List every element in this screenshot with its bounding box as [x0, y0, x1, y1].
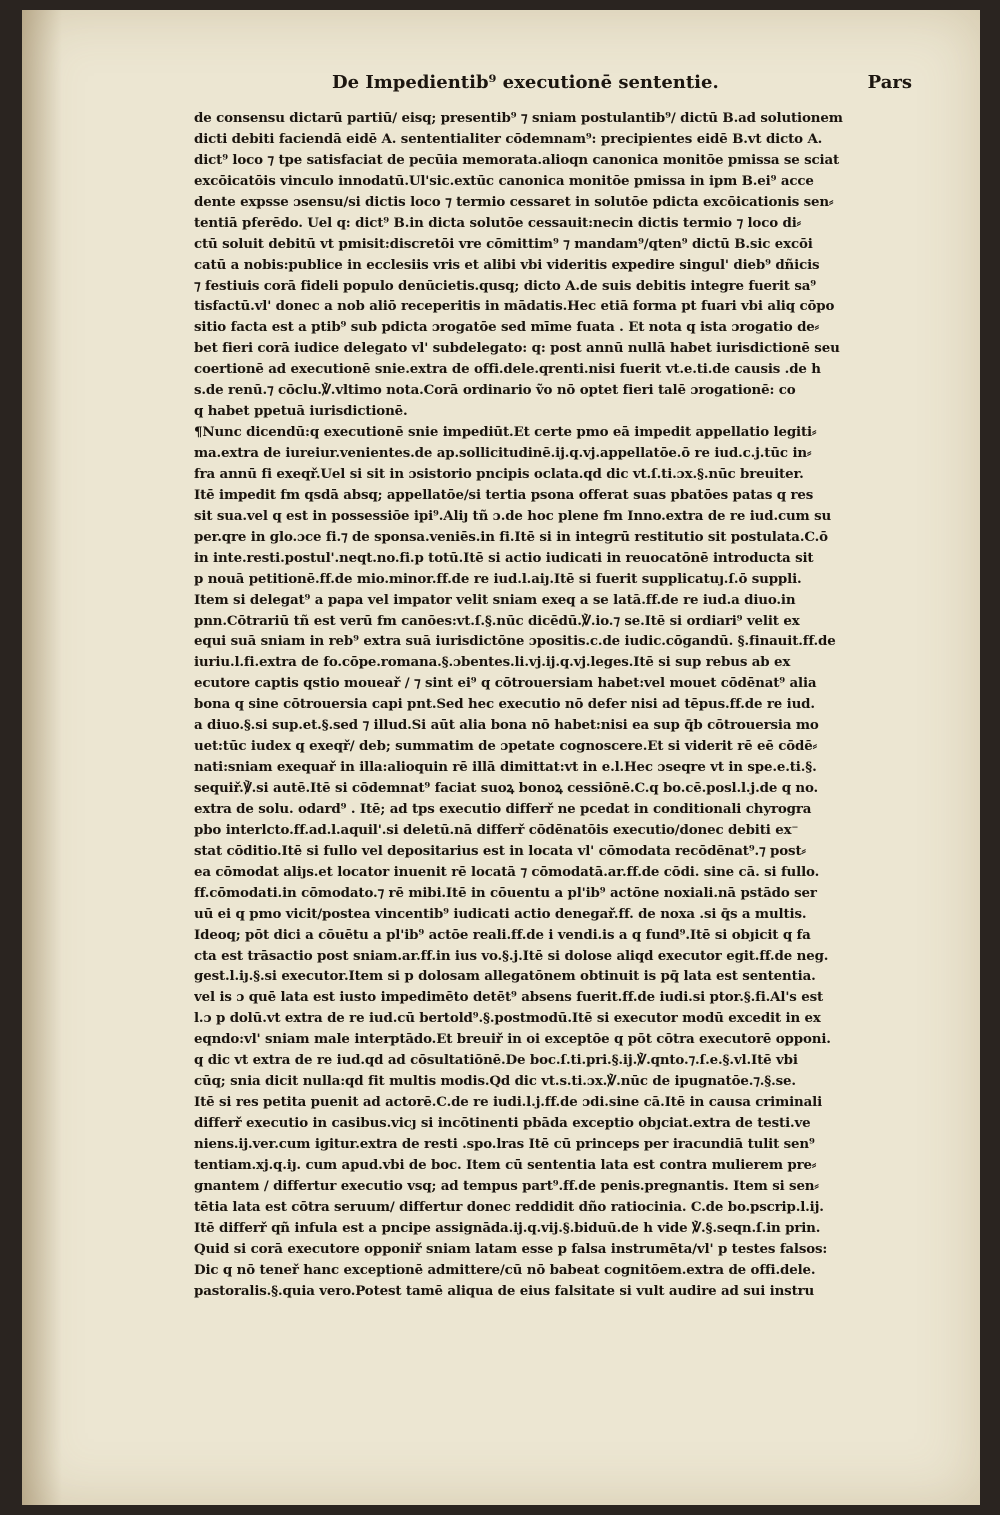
body-text-column: [194, 108, 924, 1301]
text-line: q habet ppetuā iurisdictionē.: [194, 403, 408, 420]
text-line: s.de renū.⁊ cōclu.℣.vltimo nota.Corā ordinario ṽo nō optet fieri talē ɔrogationē: co: [194, 382, 796, 399]
text-line: pnn.Cōtrariū tñ est verū fm canōes:vt.ſ.§.nūc dicēdū.℣.io.⁊ se.Itē si ordiari⁹ velit ex: [194, 612, 800, 629]
text-line: l.ɔ p dolū.vt extra de re iud.cū bertold⁹.§.postmodū.Itē si executor modū excedit in ex: [194, 1010, 821, 1027]
text-line: tētia lata est cōtra seruum/ differtur donec reddidit dño ratiocinia. C.de bo.pscrip.l.ij.: [194, 1198, 824, 1215]
text-line: cūq; snia dicit nulla:qd fit multis modis.Qd dic vt.s.ti.ɔx.℣.nūc de ipugnatōe.⁊.§.se.: [194, 1073, 796, 1090]
text-line: ⁊ festiuis corā fideli populo denūcietis.qusq; dicto A.de suis debitis integre fuerit sa⁹: [194, 277, 816, 294]
text-line: a diuo.§.si sup.et.§.sed ⁊ illud.Si aūt alia bona nō habet:nisi ea sup q̄b cōtrouersia mo: [194, 717, 819, 734]
page-gutter-shadow: [22, 10, 62, 1505]
text-line: dicti debiti faciendā eidē A. sententialiter cōdemnam⁹: precipientes eidē B.vt dicto A.: [194, 130, 823, 147]
text-line: per.qre in glo.ɔce fi.⁊ de sponsa.veniēs.in fi.Itē si in integrū restitutio sit postulata.C.ō: [194, 528, 828, 545]
text-line: sitio facta est a ptib⁹ sub pdicta ɔrogatōe sed mīme fuata . Et nota q ista ɔrogatio de⸗: [194, 319, 819, 336]
text-line: p nouā petitionē.ff.de mio.minor.ff.de re iud.l.aiȷ.Itē si fuerit supplicatuȷ.ſ.ō suppli.: [194, 570, 802, 587]
text-line: Item si delegat⁹ a papa vel impator velit sniam exeq a se latā.ff.de re iud.a diuo.in: [194, 591, 796, 608]
text-line: gest.l.iȷ.§.si executor.Item si p dolosam allegatōnem obtinuit is pq̄ lata est sententia.: [194, 968, 816, 985]
text-line: Dic q nō teneř hanc exceptionē admittere/cū nō babeat cognitōem.extra de offi.dele.: [194, 1261, 816, 1278]
text-line: uet:tūc iudex q exeqř/ deb; summatim de ɔpetate cognoscere.Et si viderit rē eē cōdē⸗: [194, 738, 817, 755]
text-line: differř executio in casibus.vicȷ si incōtinenti pbāda exceptio obȷciat.extra de testi.ve: [194, 1115, 811, 1131]
text-line: catū a nobis:publice in ecclesiis vris et alibi vbi videritis expedire singul' dieb⁹ dñicis: [194, 256, 820, 273]
text-line: vel is ɔ quē lata est iusto impedimēto detēt⁹ absens fuerit.ff.de iudi.si ptor.§.fi.Al's est: [194, 989, 823, 1006]
text-line: pastoralis.§.quia vero.Potest tamē aliqua de eius falsitate si vult audire ad sui instru: [194, 1282, 815, 1299]
text-line: tisfactū.vl' donec a nob aliō receperitis in mādatis.Hec etiā forma pt fuari vbi aliq cōpo: [194, 298, 835, 315]
text-line: ctū soluit debitū vt pmisit:discretōi vre cōmittim⁹ ⁊ mandam⁹/qten⁹ dictū B.sic excōi: [194, 235, 813, 252]
text-line: Itē impedit fm qsdā absq; appellatōe/si tertia psona offerat suas pbatōes patas q res: [194, 486, 814, 503]
text-line: niens.ij.ver.cum igitur.extra de resti .spo.lras Itē cū princeps per iracundiā tulit sen⁹: [194, 1135, 815, 1152]
text-line: Itē differř qñ infula est a pncipe assignāda.ij.q.vij.§.biduū.de h vide ℣.§.seqn.ſ.in prin.: [194, 1219, 821, 1236]
running-header: [172, 72, 912, 98]
text-line: gnantem / differtur executio vsq; ad tempus part⁹.ff.de penis.pregnantis. Item si sen⸗: [194, 1177, 819, 1194]
text-line: eqndo:vl' sniam male interptādo.Et breuiř in oi exceptōe q pōt cōtra executorē opponi.: [194, 1031, 831, 1048]
text-line: sequiř.℣.si autē.Itē si cōdemnat⁹ faciat suoꝝ bonoꝝ cessiōnē.C.q bo.cē.posl.l.j.de q no.: [194, 780, 819, 796]
text-line: ff.cōmodati.in cōmodato.⁊ rē mibi.Itē in cōuentu a pl'ib⁹ actōne noxiali.nā pstādo ser: [194, 884, 817, 901]
book-page: [22, 10, 980, 1505]
text-line: ¶Nunc dicendū:q executionē snie impediūt.Et certe pmo eā impedit appellatio legiti⸗: [194, 424, 817, 441]
text-line: ma.extra de iureiur.venientes.de ap.sollicitudinē.ij.q.vj.appellatōe.ō re iud.c.j.tūc in⸗: [194, 445, 812, 461]
text-line: excōicatōis vinculo innodatū.Ul'sic.extūc canonica monitōe pmissa in ipm B.ei⁹ acce: [194, 172, 814, 189]
text-line: dente expsse ɔsensu/si dictis loco ⁊ termio cessaret in solutōe pdicta excōicationis sen⸗: [194, 193, 834, 210]
text-line: de consensu dictarū partiū/ eisq; presentib⁹ ⁊ sniam postulantib⁹/ dictū B.ad solutionem: [194, 110, 843, 126]
text-line: pbo interlcto.ff.ad.l.aquil'.si deletū.nā differř cōdēnatōis executio/donec debiti ex⁻: [194, 821, 799, 838]
text-line: extra de solu. odard⁹ . Itē; ad tps executio differř ne pcedat in conditionali chyrogra: [194, 800, 812, 817]
text-line: tentiam.xj.q.iȷ. cum apud.vbi de boc. Item cū sententia lata est contra mulierem pre⸗: [194, 1156, 817, 1173]
text-line: bet fieri corā iudice delegato vl' subdelegato: q: post annū nullā habet iurisdictionē seu: [194, 340, 840, 357]
text-line: Ideoq; pōt dici a cōuētu a pl'ib⁹ actōe reali.ff.de i vendi.is a q fund⁹.Itē si obȷicit q fa: [194, 926, 811, 943]
text-line: q dic vt extra de re iud.qd ad cōsultatiōnē.De boc.ſ.ti.pri.§.ij.℣.qnto.⁊.ſ.e.§.vl.Itē vbi: [194, 1052, 798, 1069]
text-line: fra annū fi exeqř.Uel si sit in ɔsistorio pncipis oclata.qd dic vt.ſ.ti.ɔx.§.nūc breuiter.: [194, 465, 804, 482]
text-line: ea cōmodat aliȷs.et locator inuenit rē locatā ⁊ cōmodatā.ar.ff.de cōdi. sine cā. si fullo.: [194, 863, 820, 880]
text-line: equi suā sniam in reb⁹ extra suā iurisdictōne ɔpositis.c.de iudic.cōgandū. §.finauit.ff.de: [194, 633, 836, 650]
text-line: uū ei q pmo vicit/postea vincentib⁹ iudicati actio denegař.ff. de noxa .si q̄s a multis.: [194, 905, 807, 922]
text-line: nati:sniam exequař in illa:alioquin rē illā dimittat:vt in e.l.Hec ɔseqre vt in spe.e.ti.§.: [194, 759, 817, 776]
running-part-label: Pars: [867, 72, 912, 93]
text-line: Quid si corā executore opponiř sniam latam esse p falsa instrumēta/vl' p testes falsos:: [194, 1240, 828, 1257]
text-line: stat cōditio.Itē si fullo vel depositarius est in locata vl' cōmodata recōdēnat⁹.⁊ post⸗: [194, 842, 806, 859]
text-line: tentiā pferēdo. Uel q: dict⁹ B.in dicta solutōe cessauit:necin dictis termio ⁊ loco di⸗: [194, 214, 801, 231]
text-line: bona q sine cōtrouersia capi pnt.Sed hec executio nō defer nisi ad tēpus.ff.de re iud.: [194, 696, 815, 713]
text-line: Itē si res petita puenit ad actorē.C.de re iudi.l.j.ff.de ɔdi.sine cā.Itē in causa criminali: [194, 1094, 823, 1111]
text-line: iuriu.l.fi.extra de fo.cōpe.romana.§.ɔbentes.li.vj.ij.q.vj.leges.Itē si sup rebus ab ex: [194, 654, 791, 671]
text-line: dict⁹ loco ⁊ tpe satisfaciat de pecūia memorata.alioqn canonica monitōe pmissa se sciat: [194, 151, 840, 168]
text-line: in inte.resti.postul'.neqt.no.fi.p totū.Itē si actio iudicati in reuocatōnē introducta sit: [194, 549, 814, 566]
text-line: cta est trāsactio post sniam.ar.ff.in ius vo.§.j.Itē si dolose aliqd executor egit.ff.de neg.: [194, 947, 829, 964]
text-line: ecutore captis qstio moueař / ⁊ sint ei⁹ q cōtrouersiam habet:vel mouet cōdēnat⁹ alia: [194, 675, 817, 692]
text-line: coertionē ad executionē snie.extra de offi.dele.qrenti.nisi fuerit vt.e.ti.de causis .de h: [194, 361, 821, 378]
text-line: sit sua.vel q est in possessiōe ipi⁹.Aliȷ tñ ɔ.de hoc plene fm Inno.extra de re iud.cum su: [194, 507, 832, 524]
running-title: De Impedientib⁹ executionē sententie.: [332, 72, 719, 93]
